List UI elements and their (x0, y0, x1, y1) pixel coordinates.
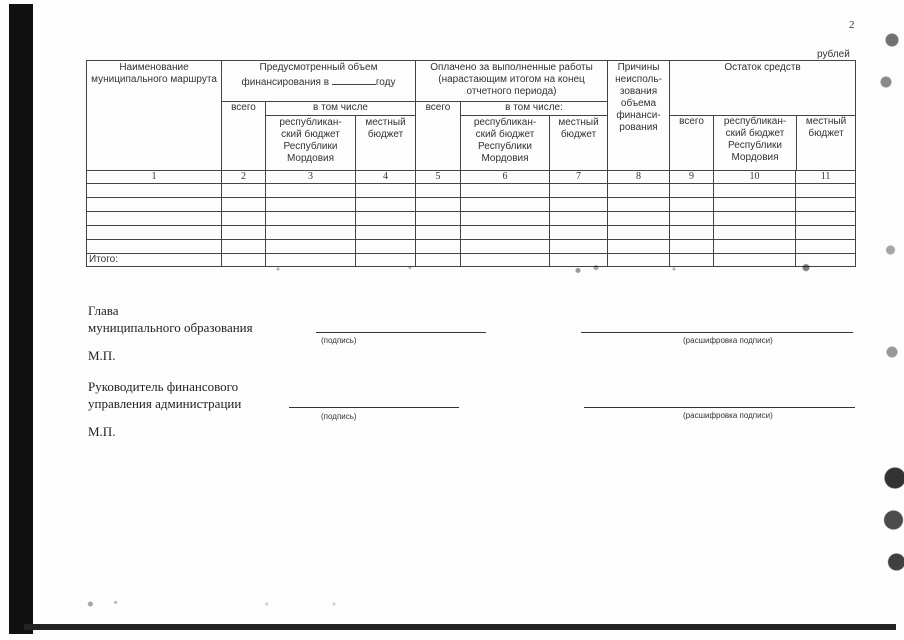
table-cell (266, 212, 356, 226)
table-cell (416, 184, 461, 198)
table-cell (461, 198, 550, 212)
name-decoding-caption: (расшифровка подписи) (683, 336, 773, 345)
table-row (87, 226, 856, 240)
table-cell (416, 212, 461, 226)
table-cell (714, 198, 796, 212)
header-paid-including: в том числе: (461, 102, 608, 116)
table-cell (222, 212, 266, 226)
table-cell (714, 240, 796, 254)
table-cell (550, 254, 608, 267)
header-remaining-funds: Остаток средств (670, 61, 856, 116)
table-cell (550, 198, 608, 212)
table-cell (796, 226, 856, 240)
table-cell (670, 226, 714, 240)
table-cell (356, 198, 416, 212)
column-number-row (87, 171, 856, 184)
stamp-placeholder: М.П. (88, 424, 116, 439)
signature-caption: (подпись) (321, 412, 357, 421)
table-cell (416, 226, 461, 240)
header-planned-local: местный бюджет (356, 116, 416, 171)
table-cell (87, 226, 222, 240)
table-cell (670, 212, 714, 226)
table-cell (266, 254, 356, 267)
name-decoding-caption: (расшифровка подписи) (683, 411, 773, 420)
table-cell (608, 226, 670, 240)
header-paid-local: местный бюджет (550, 116, 608, 171)
table-cell (714, 226, 796, 240)
table-cell (266, 198, 356, 212)
table-row (87, 198, 856, 212)
units-label: рублей (817, 49, 850, 60)
total-label: Итого: (87, 254, 222, 267)
table-cell (670, 240, 714, 254)
table-cell (608, 212, 670, 226)
signature-title-head-of-municipality (88, 302, 253, 336)
signature-title-line-2: управления администрации (88, 396, 242, 411)
signature-caption: (подпись) (321, 336, 357, 345)
table-cell (608, 254, 670, 267)
table-cell (356, 254, 416, 267)
table-cell (796, 240, 856, 254)
table-cell (461, 240, 550, 254)
table-row (87, 184, 856, 198)
table-cell (356, 212, 416, 226)
column-number-cell: 8 (608, 171, 670, 184)
table-cell (222, 198, 266, 212)
table-cell (550, 212, 608, 226)
table-body-blank-rows (87, 184, 856, 254)
table-cell (550, 240, 608, 254)
header-planned-total: всего (222, 102, 266, 171)
table-cell (416, 198, 461, 212)
table-cell (714, 254, 796, 267)
table-cell (356, 226, 416, 240)
column-number-cell: 11 (796, 171, 856, 184)
column-number-cell: 7 (550, 171, 608, 184)
header-unused-reasons: Причины неисполь- зования объема финанси- рования (608, 61, 670, 171)
stamp-placeholder: М.П. (88, 348, 116, 363)
table-cell (714, 212, 796, 226)
table-cell (461, 212, 550, 226)
table-cell (87, 184, 222, 198)
table-cell (222, 240, 266, 254)
table-cell (670, 184, 714, 198)
table-cell (222, 226, 266, 240)
signature-title-line-1: Руководитель финансового (88, 379, 239, 394)
table-cell (608, 184, 670, 198)
table-row (87, 240, 856, 254)
column-number-cell: 4 (356, 171, 416, 184)
header-balance-republic: республикан- ский бюджет Республики Мордовия (714, 116, 797, 170)
table-cell (670, 198, 714, 212)
signature-line (289, 407, 459, 408)
signature-title-line-2: муниципального образования (88, 320, 253, 335)
table-cell (796, 198, 856, 212)
table-cell (416, 240, 461, 254)
scan-noise-right (874, 10, 904, 610)
table-cell (550, 184, 608, 198)
table-cell (714, 184, 796, 198)
table-cell (356, 240, 416, 254)
table-cell (266, 184, 356, 198)
table-cell (608, 240, 670, 254)
table-cell (796, 254, 856, 267)
header-planned-republic: республикан- ский бюджет Республики Мордовия (266, 116, 356, 171)
year-blank-field (332, 74, 376, 85)
table-cell (461, 226, 550, 240)
financing-report-table (86, 60, 856, 267)
header-paid-republic: республикан- ский бюджет Республики Мордовия (461, 116, 550, 171)
header-balance-including (714, 116, 856, 171)
name-decoding-line (584, 407, 855, 408)
table-row (87, 212, 856, 226)
header-paid-total: всего (416, 102, 461, 171)
scan-border-left (9, 4, 33, 634)
table-cell (416, 254, 461, 267)
header-route-name: Наименование муниципального маршрута (87, 61, 222, 171)
name-decoding-line (581, 332, 853, 333)
table-cell (222, 184, 266, 198)
column-number-cell: 2 (222, 171, 266, 184)
scan-border-bottom (24, 624, 896, 630)
table-cell (87, 212, 222, 226)
header-balance-total: всего (670, 116, 714, 171)
table-cell (87, 198, 222, 212)
page-number: 2 (849, 19, 855, 31)
header-planned-suffix: году (375, 77, 396, 88)
header-planned-financing (222, 61, 416, 102)
table-cell (461, 254, 550, 267)
table-cell (608, 198, 670, 212)
signature-line (316, 332, 486, 333)
table-cell (222, 254, 266, 267)
total-row (87, 254, 856, 267)
table-cell (796, 184, 856, 198)
header-planned-prefix: Предусмотренный объем финансирования в (241, 62, 378, 88)
table-cell (670, 254, 714, 267)
column-number-cell: 3 (266, 171, 356, 184)
column-number-cell: 1 (87, 171, 222, 184)
header-balance-local: местный бюджет (805, 116, 847, 139)
table-cell (87, 240, 222, 254)
header-planned-including: в том числе (266, 102, 416, 116)
table-cell (796, 212, 856, 226)
column-number-cell: 5 (416, 171, 461, 184)
table-cell (356, 184, 416, 198)
scan-specks-bottom (40, 596, 460, 612)
column-number-cell: 6 (461, 171, 550, 184)
table-cell (550, 226, 608, 240)
header-paid-works: Оплачено за выполненные работы (нарастающим итогом на конец отчетного периода) (416, 61, 608, 102)
signature-title-line-1: Глава (88, 303, 119, 318)
column-number-cell: 10 (714, 171, 796, 184)
signature-title-finance-head (88, 378, 241, 412)
table-cell (266, 226, 356, 240)
column-number-cell: 9 (670, 171, 714, 184)
table-cell (461, 184, 550, 198)
table-cell (266, 240, 356, 254)
